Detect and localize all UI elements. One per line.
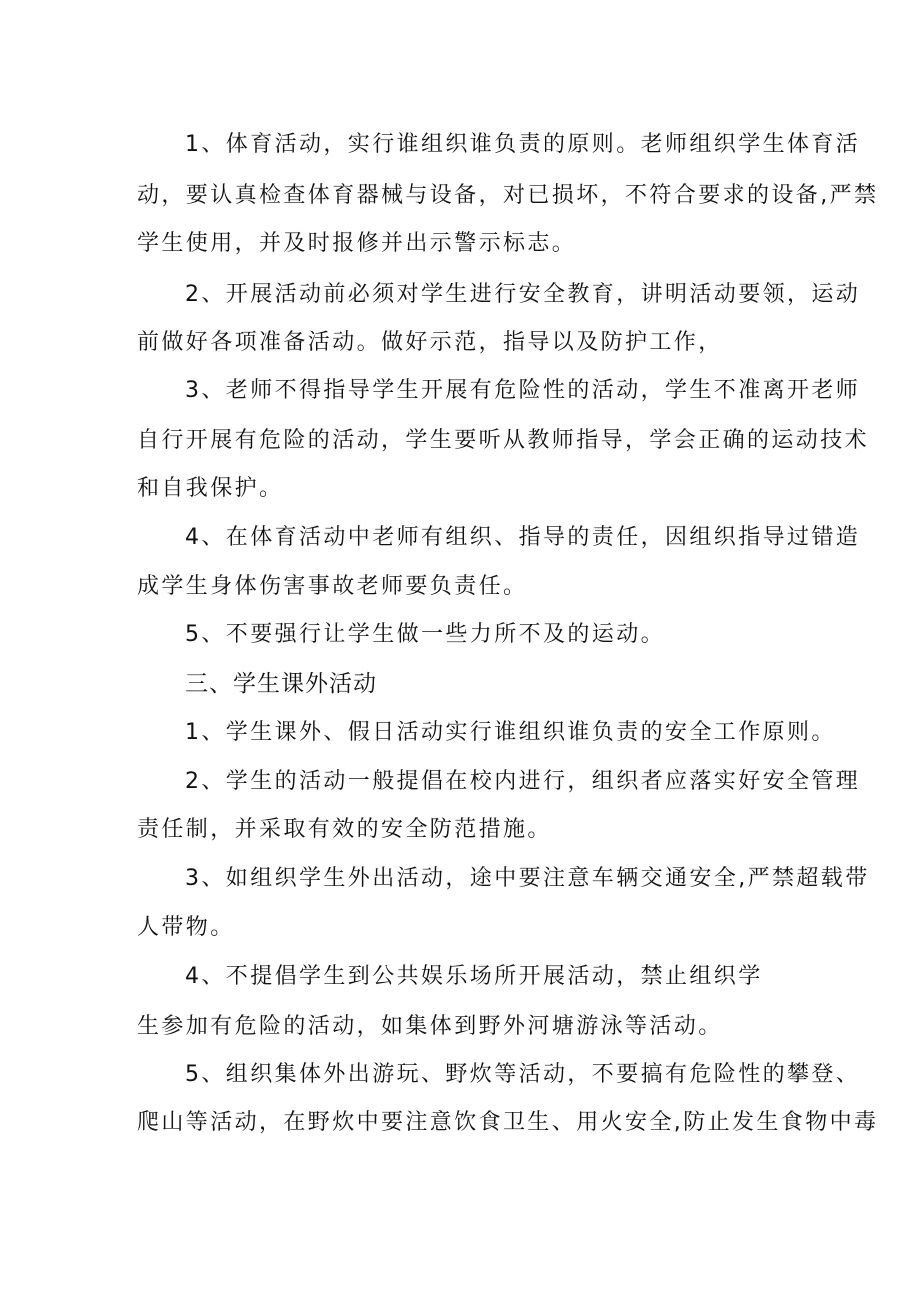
text-line: 人带物。 <box>137 915 235 940</box>
text-line: 学生使用，并及时报修并出示警示标志。 <box>137 231 577 256</box>
text-line: 1、学生课外、假日活动实行谁组织谁负责的安全工作原则。 <box>185 720 836 745</box>
text-line: 3、老师不得指导学生开展有危险性的活动，学生不准离开老师 <box>185 378 861 403</box>
text-line: 动，要认真检查体育器械与设备，对已损坏，不符合要求的设备,严禁 <box>137 183 879 208</box>
text-line: 5、组织集体外出游玩、野炊等活动，不要搞有危险性的攀登、 <box>185 1062 861 1087</box>
text-line: 1、体育活动，实行谁组织谁负责的原则。老师组织学生体育活 <box>185 132 861 157</box>
text-line: 爬山等活动，在野炊中要注意饮食卫生、用火安全,防止发生食物中毒 <box>137 1110 879 1135</box>
text-line: 2、学生的活动一般提倡在校内进行，组织者应落实好安全管理 <box>185 769 861 794</box>
text-line: 4、在体育活动中老师有组织、指导的责任，因组织指导过错造 <box>185 525 861 550</box>
text-line: 成学生身体伤害事故老师要负责任。 <box>137 574 528 599</box>
text-line: 和自我保护。 <box>137 476 284 501</box>
text-line: 生参加有危险的活动，如集体到野外河塘游泳等活动。 <box>137 1014 723 1039</box>
text-line: 责任制，并采取有效的安全防范措施。 <box>137 817 552 842</box>
text-line: 5、不要强行让学生做一些力所不及的运动。 <box>185 622 665 647</box>
text-line: 2、开展活动前必须对学生进行安全教育，讲明活动要领，运动 <box>185 282 861 307</box>
section-heading: 三、学生课外活动 <box>185 671 377 697</box>
text-line: 4、不提倡学生到公共娱乐场所开展活动，禁止组织学 <box>185 964 763 989</box>
text-line: 前做好各项准备活动。做好示范，指导以及防护工作， <box>137 330 723 355</box>
text-line: 3、如组织学生外出活动，途中要注意车辆交通安全,严禁超载带 <box>185 866 870 891</box>
text-line: 自行开展有危险的活动，学生要听从教师指导，学会正确的运动技术 <box>137 428 870 453</box>
